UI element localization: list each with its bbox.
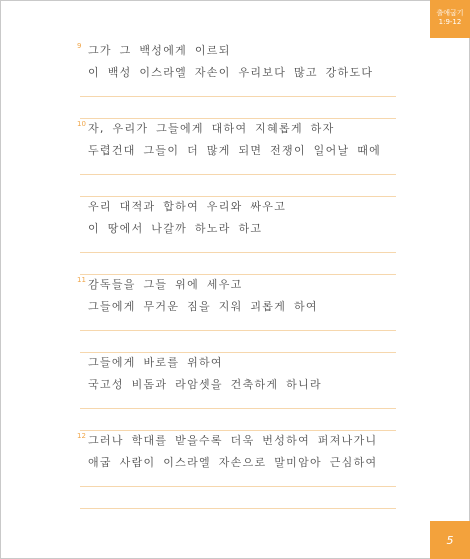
verse-line: 이 땅에서 나갈까 하노라 하고	[88, 222, 263, 235]
verse-block	[77, 430, 393, 508]
writing-line	[80, 96, 396, 97]
verse-number: 12	[77, 432, 86, 440]
verse-number: 10	[77, 120, 86, 128]
verse-block	[77, 274, 393, 352]
verse-block	[88, 352, 393, 430]
writing-line	[80, 486, 396, 487]
verse-line: 감독들을 그들 위에 세우고	[88, 278, 243, 291]
verse-line: 자, 우리가 그들에게 대하여 지혜롭게 하자	[88, 122, 335, 135]
writing-line	[80, 330, 396, 331]
verse-block	[77, 40, 393, 118]
writing-line	[80, 252, 396, 253]
verse-range: 1:9-12	[438, 18, 462, 26]
writing-line	[80, 174, 396, 175]
verse-block	[77, 118, 393, 196]
book-title: 출애굽기	[436, 9, 464, 17]
verse-line: 그들에게 무거운 짐을 지워 괴롭게 하여	[88, 300, 318, 313]
verse-line: 애굽 사람이 이스라엘 자손으로 말미암아 근심하여	[88, 456, 378, 469]
verse-number: 11	[77, 276, 86, 284]
verse-line: 두렵건대 그들이 더 많게 되면 전쟁이 일어날 때에	[88, 144, 382, 157]
verse-list	[77, 40, 393, 508]
verse-line: 우리 대적과 합하여 우리와 싸우고	[88, 200, 287, 213]
verse-line: 그들에게 바로를 위하여	[88, 356, 223, 369]
writing-line	[80, 508, 396, 509]
verse-number: 9	[77, 42, 82, 50]
verse-line: 그가 그 백성에게 이르되	[88, 44, 231, 57]
verse-line: 국고성 비돔과 라암셋을 건축하게 하니라	[88, 378, 322, 391]
writing-line	[80, 408, 396, 409]
page-number: 5	[430, 521, 470, 559]
verse-block	[88, 196, 393, 274]
verse-line: 이 백성 이스라엘 자손이 우리보다 많고 강하도다	[88, 66, 374, 79]
chapter-tab	[430, 0, 470, 38]
verse-line: 그러나 학대를 받을수록 더욱 번성하여 퍼져나가니	[88, 434, 378, 447]
